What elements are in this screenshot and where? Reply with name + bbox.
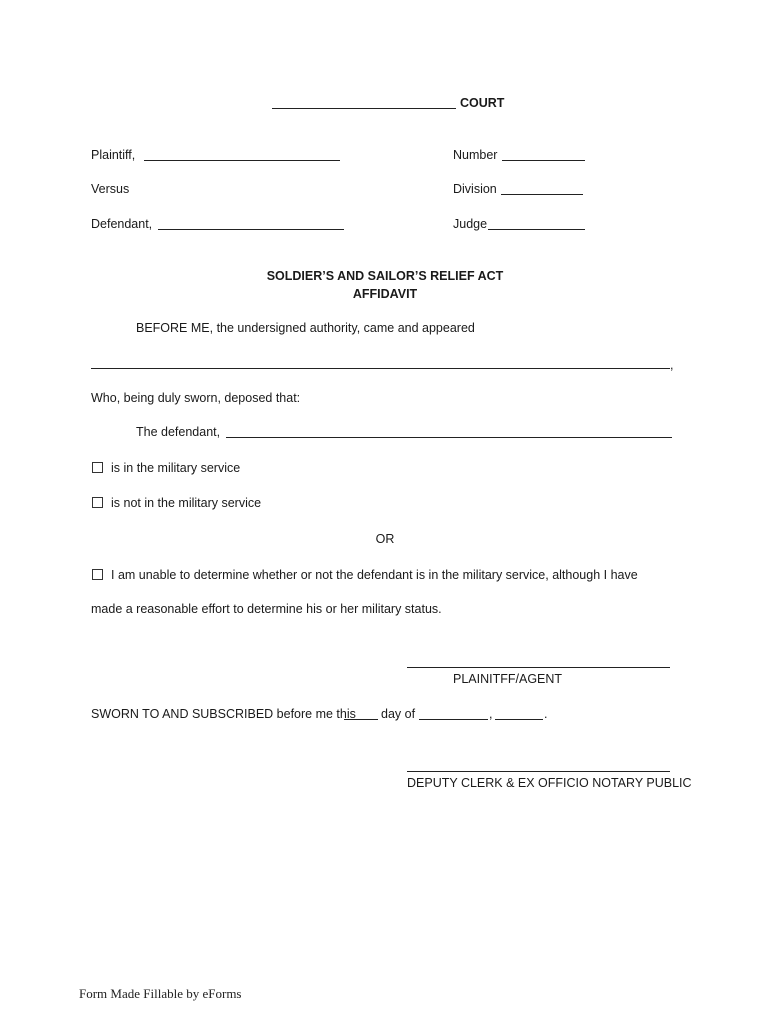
- plaintiff-field[interactable]: [144, 160, 340, 161]
- sworn-year-field[interactable]: [495, 719, 543, 720]
- appeared-comma: ,: [670, 358, 674, 372]
- not-military-service-label: is not in the military service: [111, 496, 262, 510]
- plaintiff-label: Plaintiff,: [91, 148, 136, 162]
- judge-field[interactable]: [488, 229, 585, 230]
- military-service-label: is in the military service: [111, 461, 241, 475]
- versus-label: Versus: [91, 182, 130, 196]
- judge-label: Judge: [453, 217, 488, 231]
- document-title: SOLDIER’S AND SAILOR’S RELIEF ACT: [266, 269, 504, 283]
- plaintiff-agent-label: PLAINITFF/AGENT: [453, 672, 563, 686]
- notary-label: DEPUTY CLERK & EX OFFICIO NOTARY PUBLIC: [407, 776, 692, 790]
- defendant-label: Defendant,: [91, 217, 153, 231]
- unable-determine-label: I am unable to determine whether or not the defendant is in the military service, although I have: [111, 568, 638, 582]
- notary-signature-field[interactable]: [407, 771, 670, 772]
- plaintiff-agent-signature-field[interactable]: [407, 667, 670, 668]
- number-field[interactable]: [502, 160, 585, 161]
- sworn-text: Who, being duly sworn, deposed that:: [91, 391, 301, 405]
- day-of-label: day of: [381, 707, 416, 721]
- defendant-statement-label: The defendant,: [136, 425, 221, 439]
- sworn-day-field[interactable]: [344, 719, 378, 720]
- before-me-text: BEFORE ME, the undersigned authority, came and appeared: [136, 321, 475, 335]
- not-military-service-checkbox[interactable]: [92, 497, 103, 508]
- division-label: Division: [453, 182, 497, 196]
- military-service-checkbox[interactable]: [92, 462, 103, 473]
- sworn-period: .: [544, 707, 548, 721]
- unable-determine-checkbox[interactable]: [92, 569, 103, 580]
- unable-determine-continued: made a reasonable effort to determine his or her military status.: [91, 602, 442, 616]
- sworn-comma: ,: [489, 707, 493, 721]
- division-field[interactable]: [501, 194, 583, 195]
- footer-text: Form Made Fillable by eForms: [79, 986, 242, 1001]
- court-label: COURT: [460, 96, 505, 110]
- sworn-month-field[interactable]: [419, 719, 488, 720]
- sworn-subscribed-text: SWORN TO AND SUBSCRIBED before me this: [91, 707, 356, 721]
- defendant-statement-field[interactable]: [226, 437, 672, 438]
- document-subtitle: AFFIDAVIT: [352, 287, 418, 301]
- number-label: Number: [453, 148, 498, 162]
- appeared-name-field[interactable]: [91, 368, 670, 369]
- court-name-field[interactable]: [272, 108, 456, 109]
- defendant-field[interactable]: [158, 229, 344, 230]
- or-label: OR: [375, 532, 395, 546]
